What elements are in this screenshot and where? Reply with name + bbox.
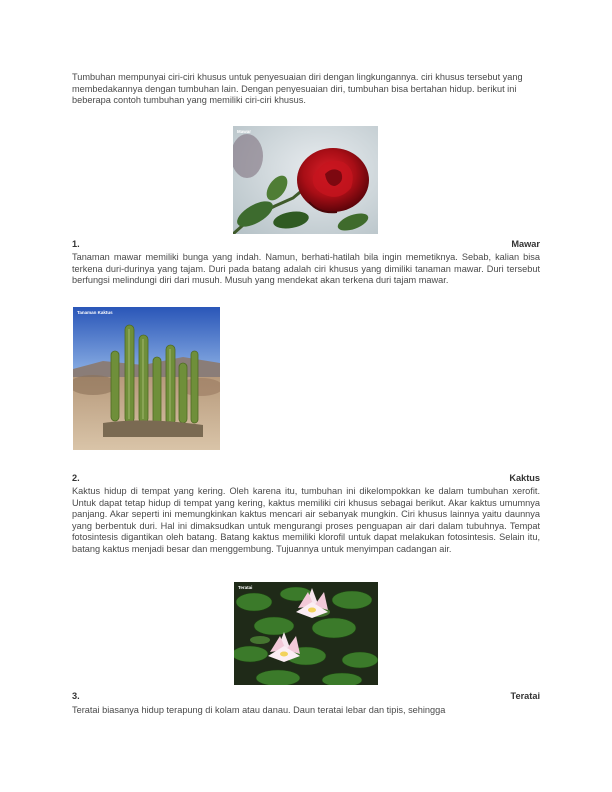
section-title: Teratai: [510, 691, 540, 701]
section-number: 3.: [72, 691, 80, 701]
section-heading-mawar: [72, 239, 540, 251]
intro-paragraph: Tumbuhan mempunyai ciri-ciri khusus untuk penyesuaian diri dengan lingkungannya. ciri khusus tersebut yang membedakannya dengan tumbuhan lain. Dengan penyesuaian diri, tumbuhan bisa bertahan hidup. berikut ini beberapa contoh tumbuhan yang memiliki ciri-ciri khusus.: [72, 72, 523, 106]
cactus-photo: [73, 307, 220, 450]
section-number: 2.: [72, 473, 80, 483]
paragraph-teratai: Teratai biasanya hidup terapung di kolam atau danau. Daun teratai lebar dan tipis, sehingga: [72, 705, 446, 715]
paragraph-mawar: Tanaman mawar memiliki bunga yang indah. Namun, berhati-hatilah bila ingin memetiknya. Sebab, kalian bisa terkena duri-durinya yang tajam. Duri pada batang adalah ciri khusus yang dimiliki tanaman mawar. Duri tersebut berfungsi melindungi diri dari musuh. Musuh yang mendekat akan terkena duri tajam mawar.: [72, 252, 540, 286]
water-lily-photo-caption: Teratai: [238, 585, 253, 590]
paragraph-kaktus: Kaktus hidup di tempat yang kering. Oleh karena itu, tumbuhan ini dikelompokkan ke dalam tumbuhan xerofit. Untuk dapat tetap hidup di tempat yang kering, kaktus memiliki ciri khusus sebagai berikut. Akar kaktus umumnya panjang. Akar seperti ini memungkinkan kaktus mencari air sebanyak mungkin. Ciri khusus lainnya yaitu daunnya yang berbentuk duri. Hal ini dimaksudkan untuk mengurangi proses penguapan air dari dalam tubuhnya. Tempat fotosintesis digantikan oleh batang. Batang kaktus memiliki klorofil untuk dapat melakukan fotosintesis. Selain itu, batang kaktus menjadi besar dan menggembung. Tujuannya untuk menyimpan cadangan air.: [72, 486, 540, 554]
rose-photo-caption: Mawar: [237, 129, 252, 134]
section-heading-kaktus: [72, 473, 540, 485]
section-title: Mawar: [511, 239, 540, 249]
section-heading-teratai: [72, 691, 540, 703]
water-lily-photo: [234, 582, 378, 685]
section-number: 1.: [72, 239, 80, 249]
section-title: Kaktus: [509, 473, 540, 483]
rose-photo: [233, 126, 378, 234]
cactus-photo-caption: Tanaman Kaktus: [77, 310, 113, 315]
